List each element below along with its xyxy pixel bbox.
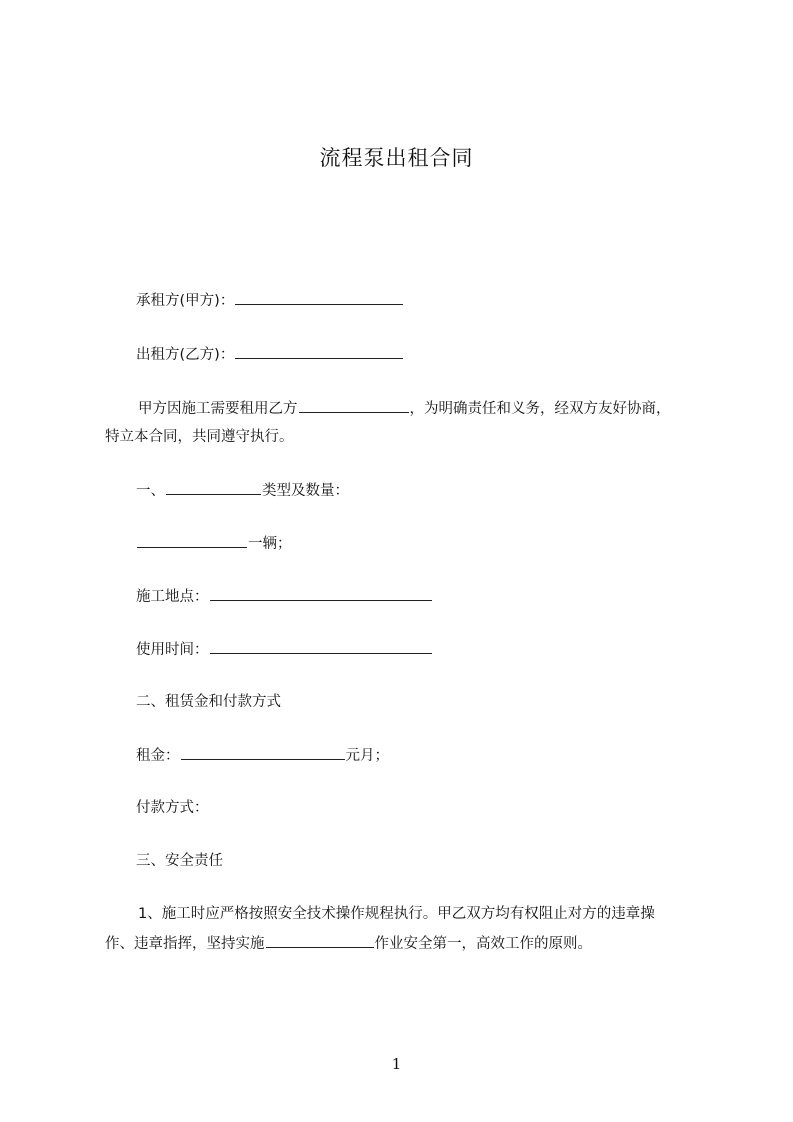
lessee-label: 承租方(甲方)： bbox=[136, 293, 235, 309]
page-title: 流程泵出租合同 bbox=[319, 146, 474, 170]
quantity-blank bbox=[137, 533, 247, 548]
lessee-line bbox=[136, 290, 404, 311]
site-line bbox=[136, 586, 433, 607]
intro-line-1 bbox=[138, 398, 671, 419]
quantity-suffix: 一辆； bbox=[248, 536, 292, 552]
lessor-label: 出租方(乙方)： bbox=[136, 347, 235, 363]
time-line bbox=[136, 639, 433, 660]
payment-line: 付款方式： bbox=[136, 800, 209, 816]
section-1-prefix: 一、 bbox=[136, 483, 165, 499]
intro-line-2 bbox=[105, 427, 294, 447]
page-number: 1 bbox=[391, 1055, 402, 1073]
clause-1-part-1: 作、违章指挥，坚持实施 bbox=[105, 936, 265, 952]
time-label: 使用时间： bbox=[136, 642, 209, 658]
site-label: 施工地点： bbox=[136, 589, 209, 605]
clause-1-line-1: 1、施工时应严格按照安全技术操作规程执行。甲乙双方均有权阻止对方的违章操 bbox=[138, 906, 655, 922]
rent-label: 租金： bbox=[136, 748, 180, 764]
site-blank bbox=[210, 586, 432, 601]
rent-blank bbox=[181, 745, 345, 760]
intro-line-2-text: 特立本合同，共同遵守执行。 bbox=[105, 429, 294, 445]
intro-blank bbox=[299, 398, 409, 413]
section-1-heading bbox=[136, 480, 349, 501]
section-1-suffix: 类型及数量： bbox=[262, 483, 349, 499]
time-blank bbox=[210, 639, 432, 654]
section-2-heading: 二、租赁金和付款方式 bbox=[136, 694, 281, 710]
lessee-blank bbox=[235, 290, 403, 305]
clause-1-line-2 bbox=[105, 933, 592, 954]
lessor-blank bbox=[235, 344, 403, 359]
intro-part-2: ，为明确责任和义务，经双方友好协商， bbox=[409, 401, 671, 417]
quantity-line bbox=[136, 533, 292, 554]
rent-line bbox=[136, 745, 389, 766]
rent-suffix: 元月； bbox=[345, 748, 389, 764]
clause-1-blank bbox=[266, 933, 374, 948]
intro-part-1: 甲方因施工需要租用乙方 bbox=[138, 401, 298, 417]
lessor-line bbox=[136, 344, 404, 365]
clause-1-part-2: 作业安全第一，高效工作的原则。 bbox=[374, 936, 592, 952]
section-1-blank bbox=[166, 480, 261, 495]
section-3-heading: 三、安全责任 bbox=[136, 853, 223, 869]
